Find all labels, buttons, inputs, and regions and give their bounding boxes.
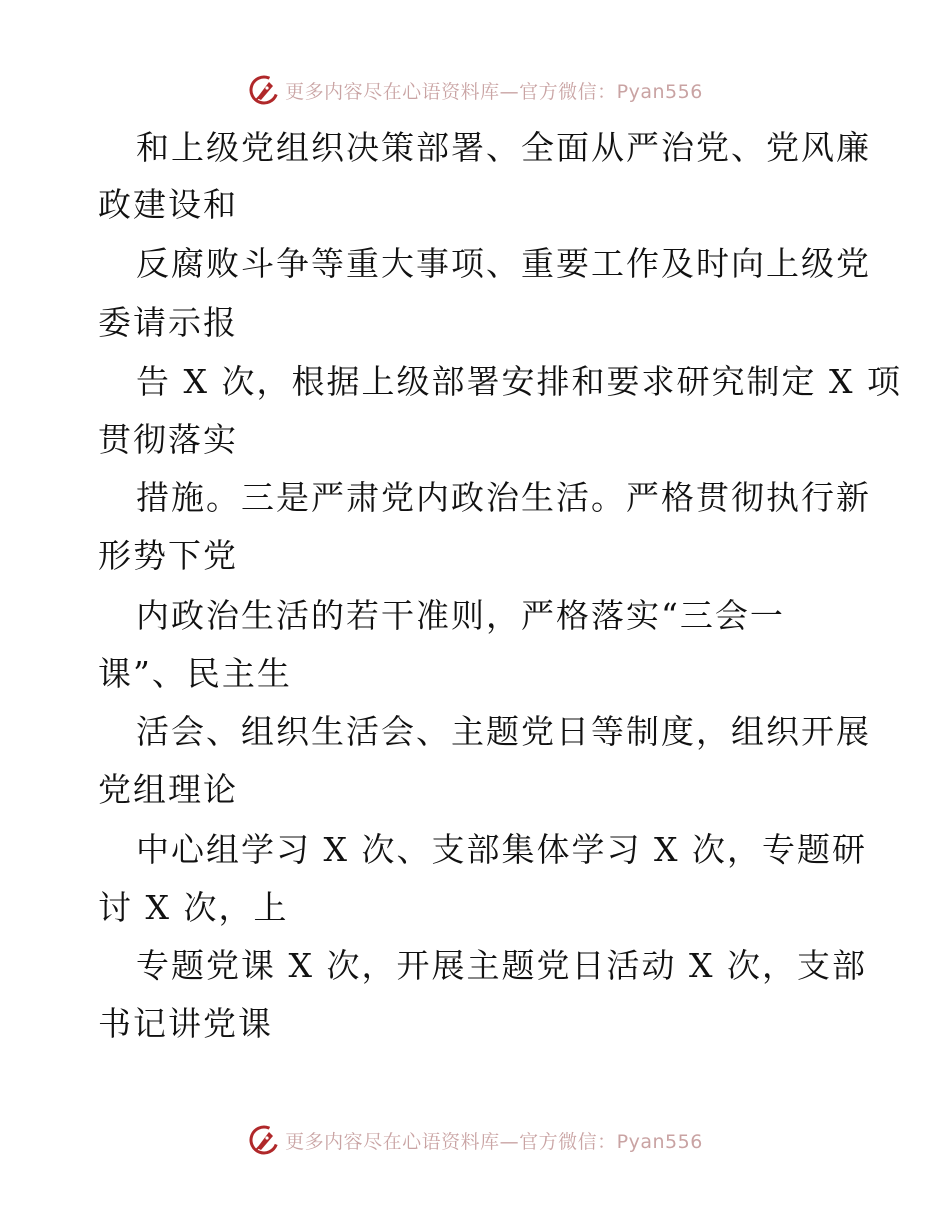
paragraph-line: 专题党课 X 次，开展主题党日活动 X 次，支部 — [136, 946, 867, 985]
paragraph-line: 讨 X 次，上 — [98, 888, 289, 927]
paragraph-line: 活会、组织生活会、主题党日等制度，组织开展 — [136, 712, 871, 751]
paragraph-line: 中心组学习 X 次、支部集体学习 X 次，专题研 — [136, 830, 867, 869]
paragraph-line: 贯彻落实 — [98, 420, 238, 459]
paragraph-line: 措施。三是严肃党内政治生活。严格贯彻执行新 — [136, 478, 871, 517]
pen-nib-logo-icon — [247, 1123, 281, 1157]
header-banner-text: 更多内容尽在心语资料库—官方微信：Pyan556 — [285, 80, 703, 103]
paragraph-line: 书记讲党课 — [98, 1004, 273, 1043]
paragraph-line: 党组理论 — [98, 770, 238, 809]
header-banner — [0, 70, 950, 110]
paragraph-line: 和上级党组织决策部署、全面从严治党、党风廉 — [136, 128, 871, 167]
paragraph-line: 反腐败斗争等重大事项、重要工作及时向上级党 — [136, 244, 871, 283]
footer-banner-text: 更多内容尽在心语资料库—官方微信：Pyan556 — [285, 1130, 703, 1153]
paragraph-line: 政建设和 — [98, 185, 238, 224]
pen-nib-logo-icon — [247, 73, 281, 107]
paragraph-line: 委请示报 — [98, 303, 238, 342]
paragraph-line: 形势下党 — [98, 536, 238, 575]
paragraph-line: 告 X 次，根据上级部署安排和要求研究制定 X 项 — [136, 362, 902, 401]
paragraph-line: 课”、民主生 — [98, 654, 292, 693]
footer-banner — [0, 1120, 950, 1160]
paragraph-line: 内政治生活的若干准则，严格落实“三会一 — [136, 596, 785, 635]
